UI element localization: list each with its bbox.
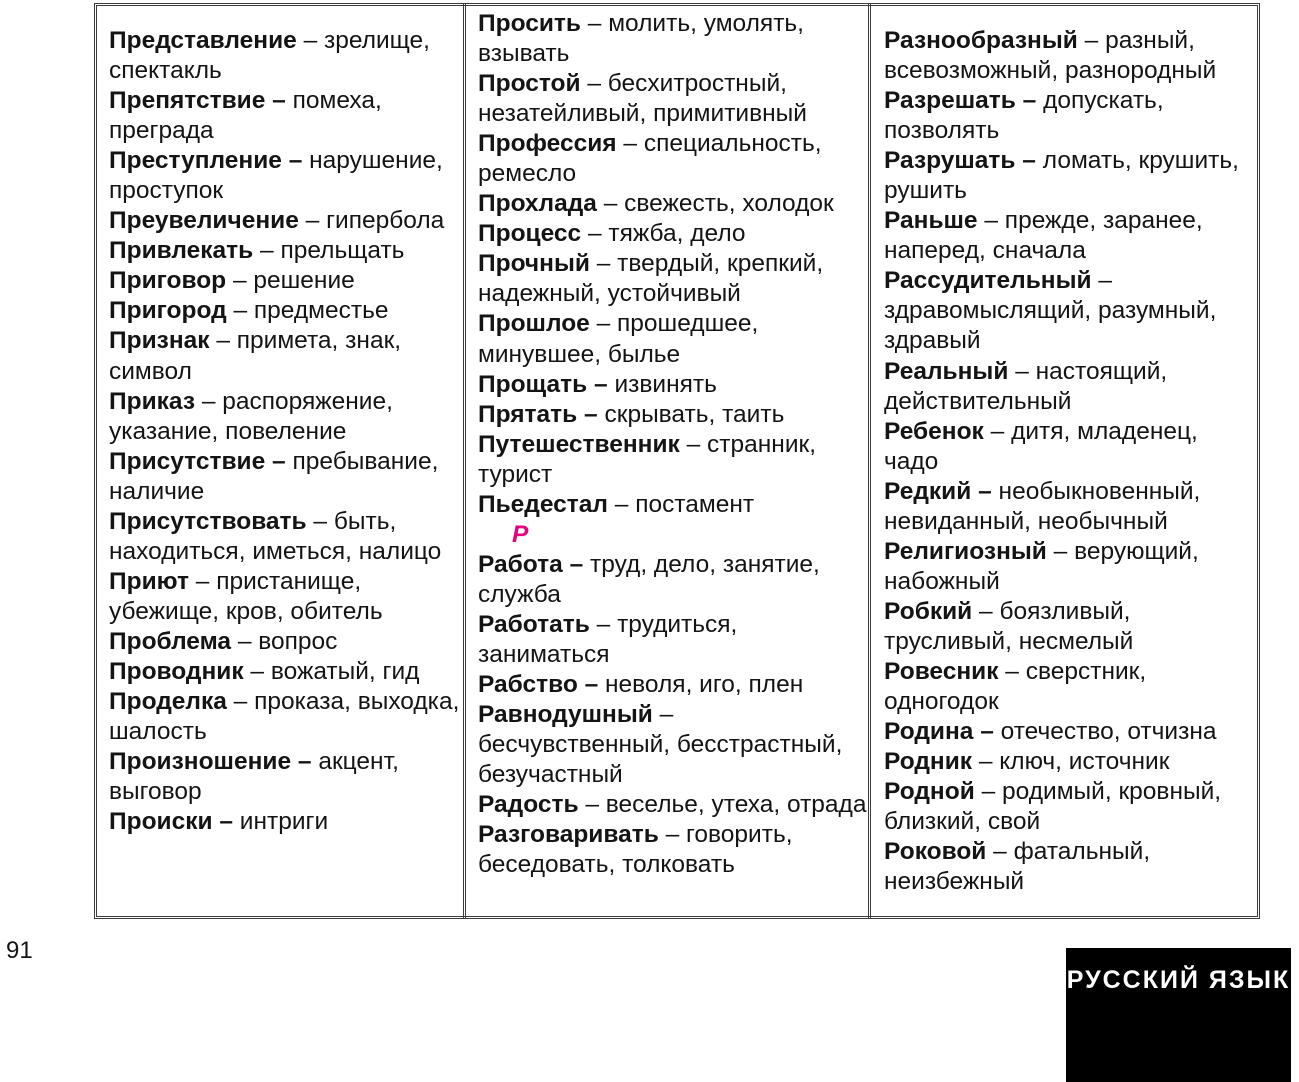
synonyms: – ключ, источник <box>972 748 1170 776</box>
column-2-entries-after <box>478 550 868 881</box>
synonyms: скрывать, таить <box>597 400 785 428</box>
headword: Простой <box>478 70 581 98</box>
headword: Разговаривать <box>478 821 659 849</box>
subject-label: РУССКИЙ ЯЗЫК <box>1066 966 1291 994</box>
synonyms: – быть, находиться, иметься, налицо <box>109 507 442 565</box>
headword: Равнодушный <box>478 701 653 729</box>
dictionary-entry <box>884 417 1256 477</box>
headword: Ребенок <box>884 417 984 445</box>
synonyms: – прежде, заранее, наперед, сначала <box>884 207 1203 265</box>
synonyms: помеха, преграда <box>109 87 382 145</box>
column-2 <box>478 9 868 880</box>
synonyms: – зрелище, спектакль <box>109 27 430 85</box>
synonyms: – специальность, ремесло <box>478 130 822 188</box>
headword: Радость <box>478 791 579 819</box>
dictionary-entry <box>478 219 868 249</box>
headword: Пригород <box>109 297 227 325</box>
synonyms: интриги <box>232 808 329 836</box>
headword: Пьедестал <box>478 490 608 518</box>
synonyms: – тяжба, дело <box>581 220 746 248</box>
synonyms: – вопрос <box>231 627 338 655</box>
headword: Произношение – <box>109 748 312 776</box>
synonyms: – решение <box>226 267 355 295</box>
headword: Разнообразный <box>884 27 1078 54</box>
dictionary-entry <box>109 687 464 747</box>
dictionary-entry <box>109 387 464 447</box>
headword: Проводник <box>109 657 244 685</box>
headword: Родина – <box>884 718 994 746</box>
dictionary-entry <box>478 69 868 129</box>
synonyms: – странник, турист <box>478 430 817 488</box>
synonyms: – разный, всевозможный, разнородный <box>884 27 1217 85</box>
headword: Препятствие – <box>109 87 286 115</box>
dictionary-entry <box>884 747 1256 777</box>
dictionary-entry <box>109 296 464 326</box>
dictionary-entry <box>884 357 1256 417</box>
dictionary-entry <box>478 430 868 490</box>
dictionary-entry <box>884 26 1256 86</box>
headword: Прятать – <box>478 400 598 428</box>
synonyms: – свежесть, холодок <box>596 190 834 218</box>
headword: Рассудительный <box>884 267 1092 295</box>
headword: Приговор <box>109 267 227 295</box>
headword: Признак <box>109 327 210 355</box>
headword: Родной <box>884 778 975 806</box>
headword: Разрушать – <box>884 147 1036 175</box>
headword: Роковой <box>884 838 987 866</box>
column-1 <box>109 26 464 837</box>
headword: Происки – <box>109 808 233 836</box>
section-letter: Р <box>512 520 529 548</box>
synonyms: труд, дело, занятие, служба <box>478 550 820 608</box>
dictionary-entry <box>478 249 868 309</box>
dictionary-entry <box>478 9 868 69</box>
dictionary-entry <box>109 507 464 567</box>
headword: Религиозный <box>884 537 1047 565</box>
synonyms: извинять <box>607 370 717 398</box>
headword: Прочный <box>478 250 590 278</box>
synonyms: – настоящий, действительный <box>884 357 1168 415</box>
dictionary-entry <box>884 717 1256 747</box>
headword: Привлекать <box>109 237 254 265</box>
synonyms: – твердый, крепкий, надежный, устойчивый <box>478 250 824 308</box>
dictionary-entry <box>109 326 464 386</box>
synonyms: – здравомыслящий, разумный, здравый <box>884 267 1217 355</box>
dictionary-entry <box>109 807 464 837</box>
dictionary-entry <box>478 820 868 880</box>
dictionary-entry <box>884 206 1256 266</box>
headword: Просить <box>478 10 581 37</box>
synonyms: акцент, выговор <box>109 748 399 806</box>
dictionary-entry <box>478 189 868 219</box>
headword: Робкий <box>884 597 973 625</box>
headword: Преступление – <box>109 147 303 175</box>
dictionary-entry <box>884 777 1256 837</box>
dictionary-entry <box>109 26 464 86</box>
dictionary-entry <box>109 146 464 206</box>
dictionary-entry <box>478 309 868 369</box>
page-number: 91 <box>6 937 33 964</box>
headword: Работа – <box>478 550 584 578</box>
dictionary-entry <box>478 790 868 820</box>
headword: Редкий – <box>884 477 992 505</box>
column-2-entries-before <box>478 9 868 520</box>
synonyms: – проказа, выходка, шалость <box>109 688 460 746</box>
synonyms: – вожатый, гид <box>243 657 420 685</box>
column-divider-2 <box>868 3 871 919</box>
synonyms: неволя, иго, плен <box>598 671 804 699</box>
synonyms: – примета, знак, символ <box>109 327 402 385</box>
dictionary-entry <box>884 537 1256 597</box>
headword: Проблема <box>109 627 232 655</box>
synonyms: – веселье, утеха, отрада <box>578 791 867 819</box>
dictionary-entry <box>884 657 1256 717</box>
headword: Проделка <box>109 688 227 716</box>
synonyms: необыкновенный, невиданный, необычный <box>884 477 1201 535</box>
headword: Представление <box>109 27 297 54</box>
headword: Рабство – <box>478 671 599 699</box>
headword: Родник <box>884 748 973 776</box>
dictionary-entry <box>884 266 1256 356</box>
headword: Присутствие – <box>109 447 286 475</box>
dictionary-entry <box>109 236 464 266</box>
synonyms: – трудиться, заниматься <box>478 610 738 668</box>
dictionary-entry <box>884 477 1256 537</box>
synonyms: – прошедшее, минувшее, былье <box>478 310 759 368</box>
headword: Раньше <box>884 207 978 235</box>
dictionary-entry <box>884 597 1256 657</box>
headword: Профессия <box>478 130 617 158</box>
synonyms: – пристанище, убежище, кров, обитель <box>109 567 383 625</box>
dictionary-entry <box>478 370 868 400</box>
synonyms: – гипербола <box>298 207 445 235</box>
dictionary-entry <box>109 206 464 236</box>
synonyms: пребывание, наличие <box>109 447 439 505</box>
dictionary-entry <box>478 129 868 189</box>
headword: Приют <box>109 567 189 595</box>
dictionary-entry <box>884 837 1256 897</box>
headword: Разрешать – <box>884 87 1037 115</box>
synonyms: отечество, отчизна <box>993 718 1217 746</box>
dictionary-entry <box>109 657 464 687</box>
dictionary-entry <box>109 266 464 296</box>
synonyms: – бесхитростный, незатейливый, примитивный <box>478 70 807 128</box>
dictionary-entry <box>884 86 1256 146</box>
synonyms: допускать, позволять <box>884 87 1164 145</box>
headword: Реальный <box>884 357 1009 385</box>
dictionary-entry <box>478 490 868 520</box>
headword: Присутствовать <box>109 507 307 535</box>
synonyms: – прельщать <box>253 237 405 265</box>
synonyms: нарушение, проступок <box>109 147 443 205</box>
synonyms: – верующий, набожный <box>884 537 1199 595</box>
synonyms: – говорить, беседовать, толковать <box>478 821 793 879</box>
synonyms: – дитя, младенец, чадо <box>884 417 1198 475</box>
dictionary-entry <box>109 567 464 627</box>
dictionary-entry <box>884 146 1256 206</box>
dictionary-entry <box>109 747 464 807</box>
synonyms: – бесчувственный, бесстрастный, безучастный <box>478 701 843 789</box>
synonyms: – фатальный, неизбежный <box>884 838 1151 896</box>
synonyms: ломать, крушить, рушить <box>884 147 1239 205</box>
dictionary-entry <box>478 610 868 670</box>
headword: Преувеличение <box>109 207 299 235</box>
headword: Прощать – <box>478 370 608 398</box>
headword: Путешественник <box>478 430 680 458</box>
dictionary-entry <box>109 86 464 146</box>
dictionary-entry <box>109 627 464 657</box>
headword: Прошлое <box>478 310 590 338</box>
dictionary-entry <box>478 670 868 700</box>
headword: Работать <box>478 610 590 638</box>
synonyms: – молить, умолять, взывать <box>478 10 804 68</box>
synonyms: – боязливый, трусливый, несмелый <box>884 597 1134 655</box>
synonyms: – распоряжение, указание, повеление <box>109 387 393 445</box>
dictionary-entry <box>478 550 868 610</box>
dictionary-entry <box>109 447 464 507</box>
headword: Ровесник <box>884 657 999 685</box>
headword: Приказ <box>109 387 196 415</box>
synonyms: – сверстник, одногодок <box>884 657 1147 716</box>
synonyms: – постамент <box>607 490 755 518</box>
headword: Прохлада <box>478 190 597 218</box>
headword: Процесс <box>478 220 582 248</box>
synonyms: – родимый, кровный, близкий, свой <box>884 778 1222 836</box>
section-letter-row <box>478 520 868 550</box>
dictionary-entry <box>478 700 868 790</box>
dictionary-entry <box>478 400 868 430</box>
column-3 <box>884 26 1256 897</box>
synonyms: – предместье <box>226 297 389 325</box>
